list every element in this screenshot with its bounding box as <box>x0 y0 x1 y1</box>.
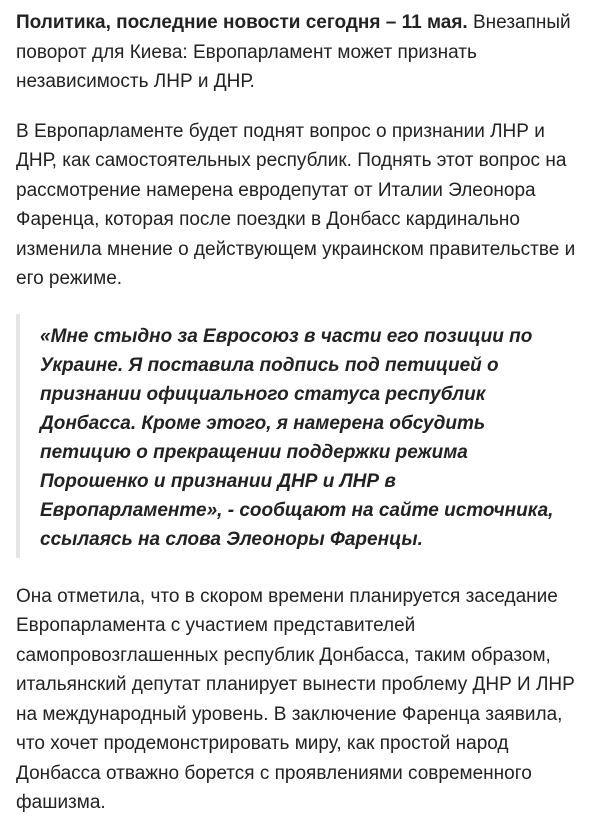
lead-paragraph <box>16 8 586 97</box>
article-paragraph-2: Она отметила, что в скором времени планируется заседание Европарламента с участием представителей самопровозглашенных республик Донбасса, таким образом, итальянский депутат планирует вынести проблему ДНР И ЛНР на международный уровень. В заключение Фаренца заявила, что хочет продемонстрировать миру, как простой народ Донбасса отважно борется с проявлениями современного фашизма. <box>16 585 575 813</box>
quote-text: «Мне стыдно за Евросоюз в части его позиции по Украине. Я поставила подпись под петицией о признании официального статуса республик Донбасса. Кроме этого, я намерена обсудить петицию о прекращении поддержки режима Порошенко и признании ДНР и ЛНР в Европарламенте», - сообщают на сайте источника, ссылаясь на слова Элеоноры Фаренцы. <box>40 325 554 550</box>
blockquote <box>16 314 586 558</box>
lead-headline: Политика, последние новости сегодня – 11 мая. <box>16 12 468 33</box>
article-paragraph-1: В Европарламенте будет поднят вопрос о признании ЛНР и ДНР, как самостоятельных республик. Поднять этот вопрос на рассмотрение намерена евродепутат от Италии Элеонора Фаренца, которая после поездки в Донбасс кардинально изменила мнение о действующем украинском правительстве и его режиме. <box>16 120 576 289</box>
lead-text: Внезапный поворот для Киева: Европарламент может признать независимость ЛНР и ДНР. <box>16 12 571 92</box>
